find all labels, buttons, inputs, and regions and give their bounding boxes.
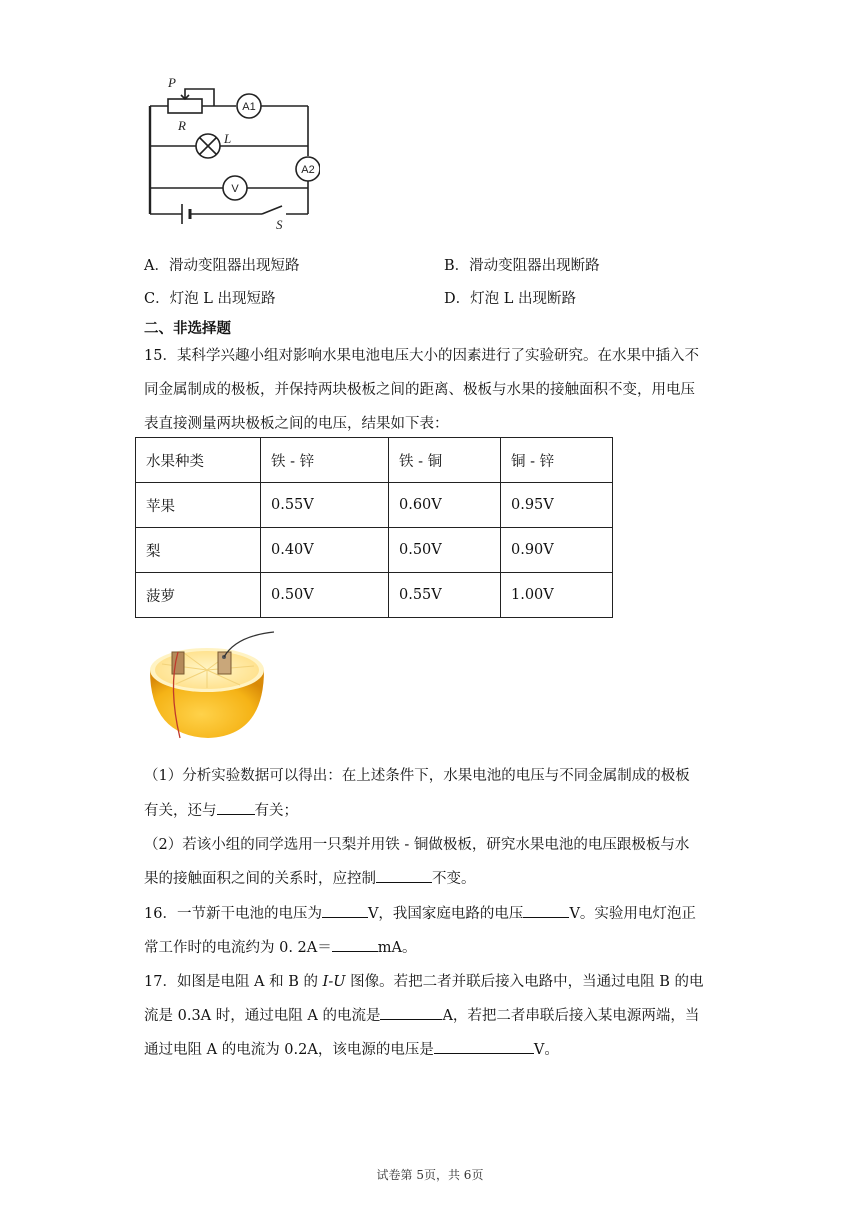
text-fragment: V。实验用电灯泡正 (569, 906, 696, 922)
q16-line1 (144, 902, 696, 923)
text-fragment: 不变。 (432, 871, 476, 887)
q15-sub1-line2 (144, 799, 298, 820)
text-fragment: 17．如图是电阻 A 和 B 的 (144, 974, 323, 990)
table-cell: 1.00V (501, 573, 613, 618)
label-a1: A1 (242, 101, 256, 113)
text-fragment: 通过电阻 A 的电流为 0.2A，该电源的电压是 (144, 1042, 434, 1058)
table-cell: 0.40V (261, 528, 389, 573)
text-fragment: 果的接触面积之间的关系时，应控制 (144, 871, 376, 887)
q15-sub1-line1: （1）分析实验数据可以得出：在上述条件下，水果电池的电压与不同金属制成的极板 (144, 768, 690, 784)
table-header: 铜 - 锌 (501, 438, 613, 483)
text-fragment: mA。 (377, 940, 417, 956)
option-b: B．滑动变阻器出现断路 (444, 258, 600, 274)
q15-sub2-line1: （2）若该小组的同学选用一只梨并用铁 - 铜做极板，研究水果电池的电压跟极板与水 (144, 837, 690, 853)
q17-line3 (144, 1038, 559, 1059)
circuit-diagram (140, 72, 320, 234)
table-header: 铁 - 锌 (261, 438, 389, 483)
table-cell: 0.60V (389, 483, 501, 528)
table-cell: 梨 (136, 528, 261, 573)
table-header: 水果种类 (136, 438, 261, 483)
label-p: P (168, 75, 176, 90)
q16-line2 (144, 936, 416, 957)
label-r: R (178, 118, 186, 133)
text-fragment: 常工作时的电流约为 0. 2A＝ (144, 940, 332, 956)
label-v: V (231, 183, 239, 195)
table-cell: 0.55V (389, 573, 501, 618)
section-title: 二、非选择题 (144, 320, 231, 337)
text-fragment: V。 (533, 1042, 559, 1058)
q17-line2 (144, 1004, 699, 1025)
answer-blank (217, 800, 255, 815)
answer-blank (380, 1005, 442, 1020)
q15-sub2-line2 (144, 867, 476, 888)
table-header-row (136, 438, 613, 483)
lemon-battery-image (146, 628, 278, 740)
q17-line1 (144, 970, 703, 991)
option-c: C．灯泡 L 出现短路 (144, 291, 276, 307)
answer-blank (376, 868, 432, 883)
q15-line1: 15．某科学兴趣小组对影响水果电池电压大小的因素进行了实验研究。在水果中插入不 (144, 348, 699, 364)
text-fragment: 16．一节新干电池的电压为 (144, 906, 322, 922)
table-row (136, 573, 613, 618)
fruit-battery-table (135, 437, 613, 618)
table-cell: 0.90V (501, 528, 613, 573)
answer-blank (523, 903, 569, 918)
text-fragment: A，若把二者串联后接入某电源两端，当 (442, 1008, 700, 1024)
table-cell: 菠萝 (136, 573, 261, 618)
text-fragment: 有关； (254, 803, 298, 819)
option-d: D．灯泡 L 出现断路 (444, 291, 576, 307)
text-fragment: 流是 0.3A 时，通过电阻 A 的电流是 (144, 1008, 381, 1024)
text-fragment: 有关，还与 (144, 803, 217, 819)
table-cell: 苹果 (136, 483, 261, 528)
label-s: S (276, 217, 283, 232)
option-a: A．滑动变阻器出现短路 (144, 258, 300, 274)
label-l: L (224, 131, 232, 146)
table-row (136, 483, 613, 528)
text-fragment: 图像。若把二者并联后接入电路中，当通过电阻 B 的电 (345, 974, 704, 990)
answer-blank (322, 903, 368, 918)
table-cell: 0.95V (501, 483, 613, 528)
answer-blank (332, 937, 378, 952)
q15-line2: 同金属制成的极板，并保持两块极板之间的距离、极板与水果的接触面积不变，用电压 (144, 382, 695, 398)
italic-term: I-U (322, 974, 346, 990)
table-header: 铁 - 铜 (389, 438, 501, 483)
table-cell: 0.55V (261, 483, 389, 528)
table-cell: 0.50V (261, 573, 389, 618)
table-row (136, 528, 613, 573)
table-cell: 0.50V (389, 528, 501, 573)
answer-blank (434, 1039, 534, 1054)
page-footer: 试卷第 5页，共 6页 (376, 1168, 484, 1182)
label-a2: A2 (301, 164, 315, 176)
text-fragment: V，我国家庭电路的电压 (367, 906, 524, 922)
q15-line3: 表直接测量两块极板之间的电压，结果如下表： (144, 416, 449, 432)
